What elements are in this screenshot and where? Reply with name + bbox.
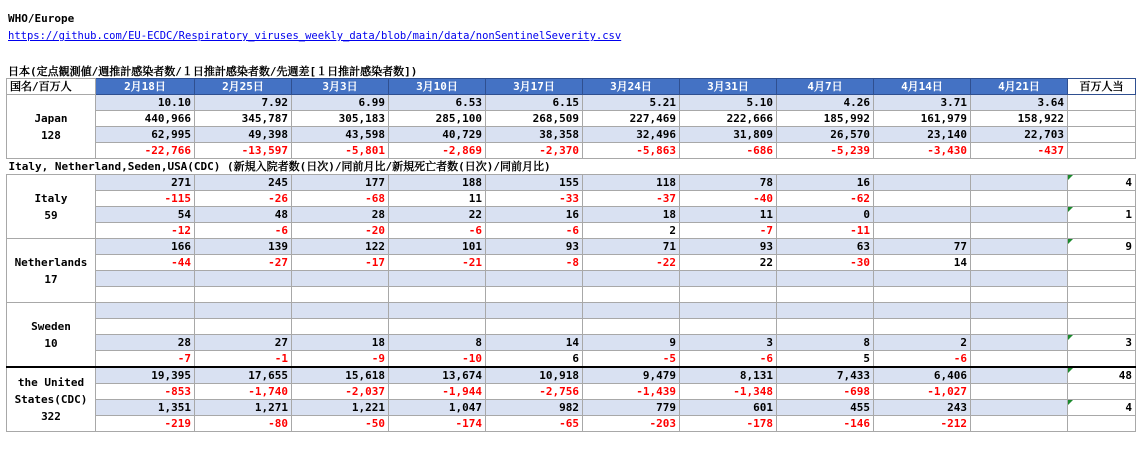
value-cell: 17,655 <box>195 367 292 384</box>
value-cell <box>195 287 292 303</box>
value-cell: -1 <box>195 351 292 368</box>
value-cell: 10,918 <box>486 367 583 384</box>
value-cell: 13,674 <box>389 367 486 384</box>
value-cell: -203 <box>583 416 680 432</box>
value-cell: -68 <box>292 191 389 207</box>
comment-marker-icon <box>1068 239 1073 244</box>
value-cell: -115 <box>96 191 195 207</box>
country-name: Japan <box>34 111 68 125</box>
value-cell: 15,618 <box>292 367 389 384</box>
value-cell: -22 <box>583 255 680 271</box>
value-cell <box>971 351 1068 368</box>
value-cell: -21 <box>389 255 486 271</box>
value-cell: -1,027 <box>874 384 971 400</box>
value-cell: -2,869 <box>389 143 486 159</box>
per-million-cell <box>1068 271 1136 287</box>
value-cell: -62 <box>777 191 874 207</box>
header-row <box>7 79 1136 95</box>
value-cell: 158,922 <box>971 111 1068 127</box>
value-cell: 93 <box>680 239 777 255</box>
value-cell <box>292 303 389 319</box>
value-cell: 14 <box>486 335 583 351</box>
table-row <box>7 271 1136 287</box>
per-million-cell <box>1068 400 1136 416</box>
per-million-cell <box>1068 335 1136 351</box>
table-row <box>7 287 1136 303</box>
value-cell: 18 <box>583 207 680 223</box>
value-cell <box>486 303 583 319</box>
value-cell: -65 <box>486 416 583 432</box>
value-cell <box>874 207 971 223</box>
per-million-value: 4 <box>1125 401 1132 414</box>
value-cell: 440,966 <box>96 111 195 127</box>
table-row <box>7 255 1136 271</box>
country-population: 322 <box>41 410 61 423</box>
value-cell <box>971 223 1068 239</box>
date-header: 2月18日 <box>96 79 195 95</box>
value-cell: 2 <box>874 335 971 351</box>
value-cell: 4.26 <box>777 95 874 111</box>
value-cell: 43,598 <box>292 127 389 143</box>
country-population: 17 <box>44 272 58 286</box>
per-million-cell <box>1068 319 1136 335</box>
source-link[interactable]: https://github.com/EU-ECDC/Respiratory_viruses_weekly_data/blob/main/data/nonSentinelSeverity.csv <box>8 30 622 42</box>
per-million-cell <box>1068 191 1136 207</box>
value-cell: 118 <box>583 175 680 191</box>
value-cell: 227,469 <box>583 111 680 127</box>
value-cell <box>96 287 195 303</box>
value-cell: -1,439 <box>583 384 680 400</box>
value-cell: 19,395 <box>96 367 195 384</box>
value-cell: 6,406 <box>874 367 971 384</box>
per-million-value: 1 <box>1125 208 1132 221</box>
per-million-value: 9 <box>1125 240 1132 253</box>
value-cell: 188 <box>389 175 486 191</box>
value-cell: -212 <box>874 416 971 432</box>
date-header: 4月14日 <box>874 79 971 95</box>
value-cell <box>971 384 1068 400</box>
value-cell: 285,100 <box>389 111 486 127</box>
value-cell: 54 <box>96 207 195 223</box>
value-cell: 1,047 <box>389 400 486 416</box>
table-row <box>7 416 1136 432</box>
value-cell <box>777 319 874 335</box>
date-header: 3月31日 <box>680 79 777 95</box>
country-name: Netherlands <box>14 255 88 269</box>
value-cell: -2,756 <box>486 384 583 400</box>
value-cell <box>680 287 777 303</box>
value-cell <box>195 319 292 335</box>
value-cell: 28 <box>96 335 195 351</box>
value-cell: 9,479 <box>583 367 680 384</box>
table-row <box>7 351 1136 368</box>
value-cell <box>874 287 971 303</box>
value-cell: 38,358 <box>486 127 583 143</box>
value-cell: 22 <box>389 207 486 223</box>
value-cell: 222,666 <box>680 111 777 127</box>
per-million-cell <box>1068 127 1136 143</box>
value-cell: -10 <box>389 351 486 368</box>
country-name: Sweden <box>31 319 71 333</box>
value-cell <box>389 287 486 303</box>
value-cell <box>583 303 680 319</box>
value-cell <box>874 303 971 319</box>
table-row <box>7 191 1136 207</box>
value-cell: 0 <box>777 207 874 223</box>
value-cell: -146 <box>777 416 874 432</box>
value-cell: 455 <box>777 400 874 416</box>
country-cell <box>7 367 96 432</box>
value-cell: 271 <box>96 175 195 191</box>
per-million-cell <box>1068 384 1136 400</box>
value-cell <box>292 271 389 287</box>
value-cell: -853 <box>96 384 195 400</box>
date-header: 3月10日 <box>389 79 486 95</box>
value-cell: -5 <box>583 351 680 368</box>
value-cell: 7.92 <box>195 95 292 111</box>
value-cell <box>971 400 1068 416</box>
value-cell: 9 <box>583 335 680 351</box>
value-cell <box>971 287 1068 303</box>
value-cell: -219 <box>96 416 195 432</box>
value-cell: 155 <box>486 175 583 191</box>
value-cell: -8 <box>486 255 583 271</box>
value-cell: 71 <box>583 239 680 255</box>
table-row <box>7 111 1136 127</box>
value-cell: -686 <box>680 143 777 159</box>
data-table <box>6 78 1136 432</box>
value-cell: -44 <box>96 255 195 271</box>
value-cell: -17 <box>292 255 389 271</box>
country-name: Italy <box>34 191 68 205</box>
value-cell <box>971 239 1068 255</box>
comment-marker-icon <box>1068 207 1073 212</box>
value-cell: -3,430 <box>874 143 971 159</box>
value-cell: -7 <box>96 351 195 368</box>
value-cell: 345,787 <box>195 111 292 127</box>
value-cell: 62,995 <box>96 127 195 143</box>
value-cell: 8,131 <box>680 367 777 384</box>
value-cell <box>583 319 680 335</box>
value-cell <box>874 175 971 191</box>
table-row <box>7 239 1136 255</box>
value-cell: 982 <box>486 400 583 416</box>
value-cell: -7 <box>680 223 777 239</box>
value-cell: 11 <box>680 207 777 223</box>
value-cell <box>971 416 1068 432</box>
value-cell: 161,979 <box>874 111 971 127</box>
country-population: 59 <box>44 208 58 222</box>
per-million-cell <box>1068 143 1136 159</box>
value-cell: 177 <box>292 175 389 191</box>
value-cell <box>971 255 1068 271</box>
table-row <box>7 384 1136 400</box>
value-cell: -2,037 <box>292 384 389 400</box>
value-cell: 8 <box>777 335 874 351</box>
value-cell: -27 <box>195 255 292 271</box>
per-million-cell <box>1068 255 1136 271</box>
per-million-cell <box>1068 175 1136 191</box>
table-row <box>7 127 1136 143</box>
value-cell: 5.21 <box>583 95 680 111</box>
value-cell: 6.15 <box>486 95 583 111</box>
per-million-value: 3 <box>1125 336 1132 349</box>
date-header: 4月21日 <box>971 79 1068 95</box>
value-cell: -6 <box>195 223 292 239</box>
value-cell: -5,801 <box>292 143 389 159</box>
value-cell: -37 <box>583 191 680 207</box>
per-million-cell <box>1068 303 1136 319</box>
value-cell <box>583 271 680 287</box>
value-cell <box>874 223 971 239</box>
date-header: 3月17日 <box>486 79 583 95</box>
value-cell <box>874 191 971 207</box>
table-row <box>7 223 1136 239</box>
value-cell: 2 <box>583 223 680 239</box>
value-cell: -698 <box>777 384 874 400</box>
value-cell: 32,496 <box>583 127 680 143</box>
value-cell: 28 <box>292 207 389 223</box>
source-organization: WHO/Europe <box>8 12 75 25</box>
per-million-cell <box>1068 95 1136 111</box>
per-million-cell <box>1068 111 1136 127</box>
value-cell: -5,863 <box>583 143 680 159</box>
value-cell: 31,809 <box>680 127 777 143</box>
value-cell: 49,398 <box>195 127 292 143</box>
value-cell: 16 <box>486 207 583 223</box>
value-cell <box>195 271 292 287</box>
value-cell <box>680 271 777 287</box>
comment-marker-icon <box>1068 400 1073 405</box>
value-cell <box>292 319 389 335</box>
date-header: 4月7日 <box>777 79 874 95</box>
table-row <box>7 303 1136 319</box>
value-cell: 6.99 <box>292 95 389 111</box>
table-row <box>7 95 1136 111</box>
comment-marker-icon <box>1068 368 1073 373</box>
value-cell <box>971 367 1068 384</box>
value-cell <box>486 319 583 335</box>
value-cell: 18 <box>292 335 389 351</box>
value-cell: -6 <box>874 351 971 368</box>
value-cell: 1,271 <box>195 400 292 416</box>
country-name: the United States(CDC) <box>14 376 88 406</box>
value-cell: 601 <box>680 400 777 416</box>
value-cell: -40 <box>680 191 777 207</box>
value-cell: -6 <box>486 223 583 239</box>
value-cell: -178 <box>680 416 777 432</box>
per-million-cell <box>1068 239 1136 255</box>
value-cell: 1,221 <box>292 400 389 416</box>
country-cell <box>7 175 96 239</box>
value-cell <box>389 271 486 287</box>
value-cell: 779 <box>583 400 680 416</box>
value-cell: 243 <box>874 400 971 416</box>
value-cell: 3.64 <box>971 95 1068 111</box>
value-cell: 11 <box>389 191 486 207</box>
value-cell: 77 <box>874 239 971 255</box>
value-cell: 48 <box>195 207 292 223</box>
value-cell <box>680 303 777 319</box>
value-cell: -1,944 <box>389 384 486 400</box>
value-cell: 22,703 <box>971 127 1068 143</box>
per-million-header: 百万人当 <box>1068 79 1136 95</box>
table-row <box>7 367 1136 384</box>
value-cell: -26 <box>195 191 292 207</box>
value-cell: 40,729 <box>389 127 486 143</box>
value-cell: 139 <box>195 239 292 255</box>
value-cell <box>96 303 195 319</box>
value-cell <box>195 303 292 319</box>
per-million-cell <box>1068 416 1136 432</box>
country-cell <box>7 239 96 303</box>
value-cell: 16 <box>777 175 874 191</box>
value-cell: -12 <box>96 223 195 239</box>
per-million-cell <box>1068 207 1136 223</box>
value-cell <box>777 303 874 319</box>
value-cell <box>389 319 486 335</box>
value-cell: -2,370 <box>486 143 583 159</box>
country-population: 10 <box>44 336 58 350</box>
date-header: 2月25日 <box>195 79 292 95</box>
value-cell: 7,433 <box>777 367 874 384</box>
value-cell <box>971 175 1068 191</box>
value-cell <box>583 287 680 303</box>
comment-marker-icon <box>1068 175 1073 180</box>
value-cell <box>486 271 583 287</box>
country-cell <box>7 303 96 368</box>
table-row <box>7 143 1136 159</box>
value-cell <box>96 271 195 287</box>
value-cell: 245 <box>195 175 292 191</box>
value-cell: 27 <box>195 335 292 351</box>
value-cell: -1,740 <box>195 384 292 400</box>
value-cell <box>971 335 1068 351</box>
per-million-cell <box>1068 287 1136 303</box>
value-cell <box>874 319 971 335</box>
value-cell: 23,140 <box>874 127 971 143</box>
comment-marker-icon <box>1068 335 1073 340</box>
value-cell: 26,570 <box>777 127 874 143</box>
value-cell: 63 <box>777 239 874 255</box>
value-cell: -6 <box>389 223 486 239</box>
value-cell <box>777 271 874 287</box>
value-cell <box>874 271 971 287</box>
value-cell: -5,239 <box>777 143 874 159</box>
section-title: Italy, Netherland,Seden,USA(CDC) (新規入院者数(日次)/同前月比/新規死亡者数(日次)/同前月比) <box>7 159 1136 175</box>
value-cell: 14 <box>874 255 971 271</box>
per-million-value: 48 <box>1118 369 1132 382</box>
value-cell: 5 <box>777 351 874 368</box>
value-cell: 8 <box>389 335 486 351</box>
value-cell <box>777 287 874 303</box>
value-cell: 6.53 <box>389 95 486 111</box>
table-row <box>7 319 1136 335</box>
value-cell: -437 <box>971 143 1068 159</box>
value-cell <box>971 191 1068 207</box>
value-cell: 22 <box>680 255 777 271</box>
value-cell: 5.10 <box>680 95 777 111</box>
value-cell: -33 <box>486 191 583 207</box>
per-million-value: 4 <box>1125 176 1132 189</box>
value-cell: -13,597 <box>195 143 292 159</box>
value-cell: 1,351 <box>96 400 195 416</box>
value-cell: 305,183 <box>292 111 389 127</box>
value-cell <box>971 271 1068 287</box>
value-cell: 101 <box>389 239 486 255</box>
value-cell: 268,509 <box>486 111 583 127</box>
value-cell: 78 <box>680 175 777 191</box>
value-cell <box>96 319 195 335</box>
table-row <box>7 175 1136 191</box>
country-population: 128 <box>41 128 61 142</box>
value-cell: 185,992 <box>777 111 874 127</box>
date-header: 3月3日 <box>292 79 389 95</box>
japan-table-title: 日本(定点観測値/週推計感染者数/１日推計感染者数/先週差[１日推計感染者数]) <box>8 65 418 78</box>
value-cell: 93 <box>486 239 583 255</box>
value-cell: 3 <box>680 335 777 351</box>
value-cell: -50 <box>292 416 389 432</box>
country-column-header: 国名/百万人 <box>7 79 96 95</box>
value-cell: -30 <box>777 255 874 271</box>
value-cell: 3.71 <box>874 95 971 111</box>
section-title-row <box>7 159 1136 175</box>
value-cell <box>486 287 583 303</box>
value-cell <box>292 287 389 303</box>
value-cell: 122 <box>292 239 389 255</box>
table-row <box>7 400 1136 416</box>
value-cell: 6 <box>486 351 583 368</box>
per-million-cell <box>1068 367 1136 384</box>
value-cell: -174 <box>389 416 486 432</box>
value-cell <box>971 207 1068 223</box>
value-cell: -9 <box>292 351 389 368</box>
value-cell: -6 <box>680 351 777 368</box>
value-cell: -80 <box>195 416 292 432</box>
per-million-cell <box>1068 351 1136 368</box>
value-cell: -22,766 <box>96 143 195 159</box>
per-million-cell <box>1068 223 1136 239</box>
value-cell <box>971 319 1068 335</box>
value-cell: 10.10 <box>96 95 195 111</box>
table-row <box>7 207 1136 223</box>
value-cell <box>389 303 486 319</box>
country-cell <box>7 95 96 159</box>
date-header: 3月24日 <box>583 79 680 95</box>
value-cell: -20 <box>292 223 389 239</box>
value-cell <box>971 303 1068 319</box>
value-cell: -11 <box>777 223 874 239</box>
value-cell: 166 <box>96 239 195 255</box>
table-row <box>7 335 1136 351</box>
value-cell: -1,348 <box>680 384 777 400</box>
value-cell <box>680 319 777 335</box>
